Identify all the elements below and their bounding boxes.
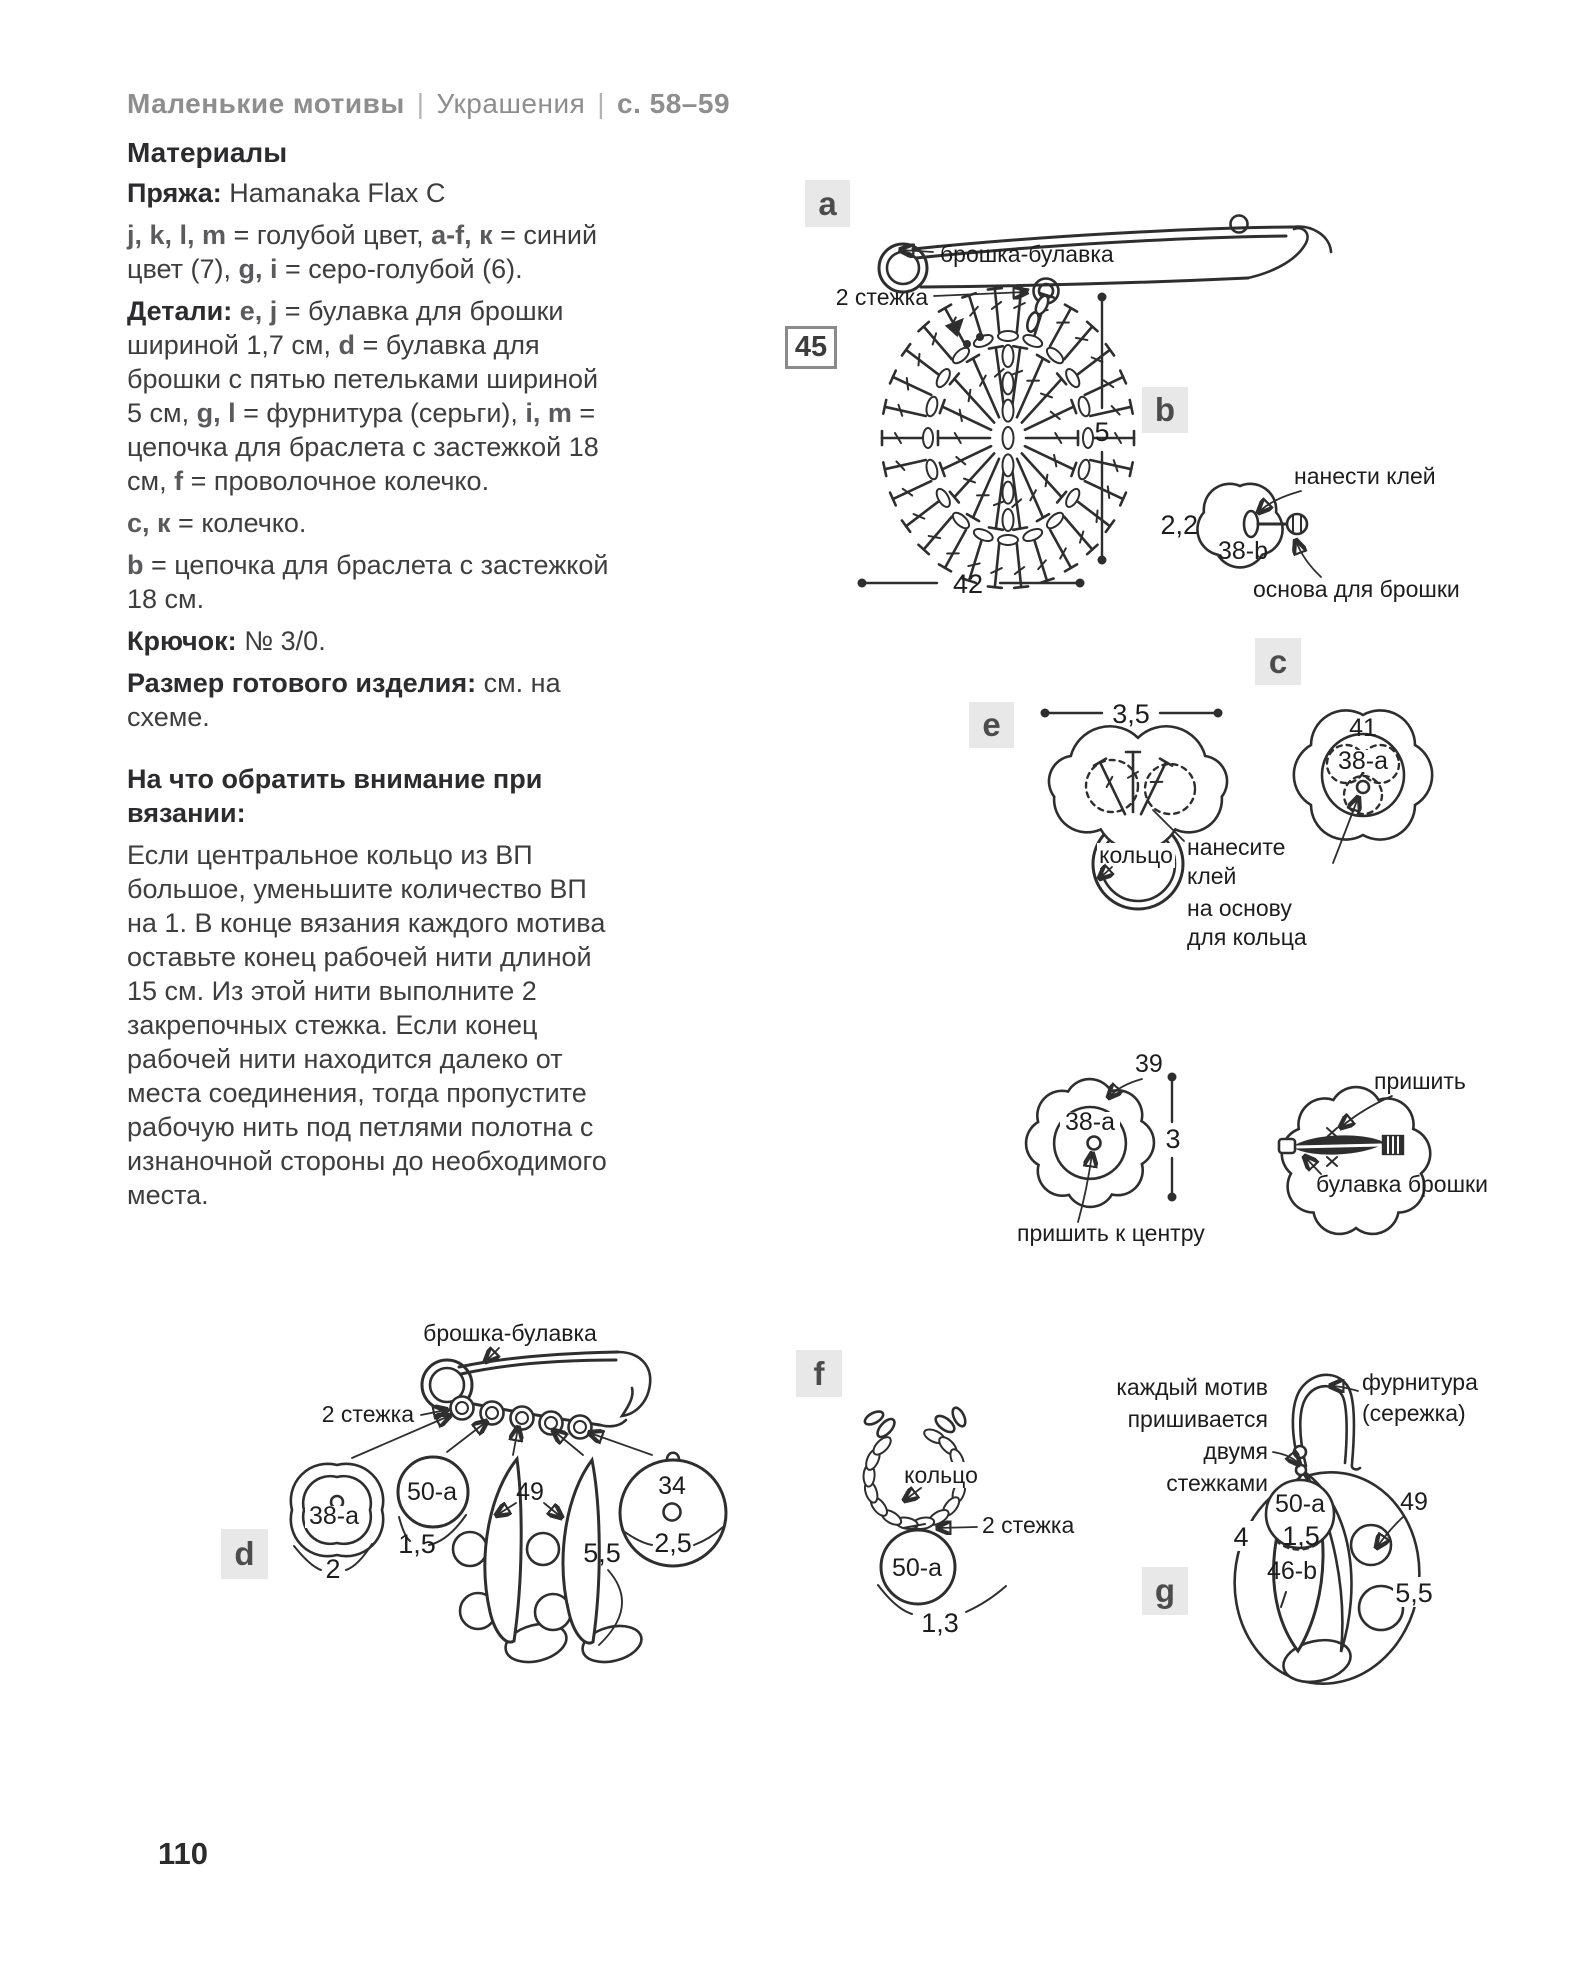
diagram-d-badge: d [221,1529,268,1579]
chart-dot [963,340,971,348]
leaf-motif-number-d: 49 [516,1478,544,1506]
materials-heading: Материалы [127,137,288,168]
sew-label-pf: пришить [1374,1068,1466,1094]
page-number: 110 [158,1836,209,1871]
diagram-g-badge: g [1142,1567,1188,1615]
leaf-motif-d1 [453,1459,570,1668]
materials-size: Размер готового изделия: см. на схеме. [127,668,561,732]
ball-size-d: 2,5 [654,1528,692,1558]
stitches-label-d: 2 стежка [321,1401,414,1427]
glue-note-e-1: нанесите [1187,834,1286,860]
hardware-label-g-2: (сережка) [1362,1400,1466,1426]
outer-motif-39: 39 [1135,1050,1163,1078]
leaf-motif-number-g: 46-b [1266,1557,1318,1585]
stitches-arrow-a [934,292,1026,296]
breadcrumb-separator: | [416,88,425,119]
materials-details: Детали: e, j = булавка для брошки шириной 1,7 см, d = булавка для брошки с пятью петельками шириной 5 см, g, l = фурнитура (серьги), i, m = цепочка для браслета с застежкой 18 см, f = проволочное колечко. [127,296,599,496]
circle-motif-number-f: 50-a [891,1554,943,1582]
diameter-b: 2,2 [1160,510,1198,540]
stitches-label-f: 2 стежка [982,1512,1075,1538]
pin-flower-cloud [1282,1087,1430,1234]
glue-label-b: нанести клей [1294,463,1436,489]
ring-label-e: кольцо [1099,842,1173,868]
hardware-label-g-1: фурнитура [1362,1369,1478,1395]
leaf-small-number-g: 49 [1400,1488,1428,1516]
earring-hook-g [1293,1375,1360,1475]
note-g-4: стежками [1166,1470,1268,1496]
motif-number-b: 38-b [1217,537,1269,565]
leaf-size-d: 5,5 [583,1538,621,1568]
chart-dot [976,333,984,341]
note-g-3: двумя [1203,1438,1268,1464]
circle-size-f: 1,3 [921,1608,959,1638]
breadcrumb-title: Маленькие мотивы [127,88,405,119]
motif-arrow-d5 [590,1433,652,1455]
materials-bracelet: b = цепочка для браслета с застежкой 18 см. [127,550,609,614]
pin-label-pf: булавка брошки [1316,1171,1488,1197]
note-body: Если центральное кольцо из ВП большое, уменьшите количество ВП на 1. В конце вязания каждого мотива оставьте конец рабочей нити длиной 15 см. Из этой нити выполните 2 закрепочных стежка. Если конец рабочей нити находится далеко от места соединения, тогда пропустите рабочую нить под петлями полотна с изнаночной стороны до необходимого места. [127,840,607,1210]
connector-chain [1025,311,1041,333]
note-heading: На что обратить внимание при вязании: [127,764,543,828]
motif-arrow-d2 [447,1422,486,1452]
center-hole-39 [1088,1137,1101,1150]
outer-motif-c: 41 [1349,714,1377,742]
height-dim-a: 5 [1094,417,1110,447]
brooch-pin-d-illustration [422,1352,650,1439]
glue-note-e-3: на основу [1187,895,1292,921]
base-arrow-b [1296,541,1321,577]
motif-arrow-d3 [513,1428,518,1455]
materials-colors: j, k, l, m = голубой цвет, a-f, к = синий цвет (7), g, i = серо-голубой (6). [127,220,598,284]
breadcrumb-pages: с. 58–59 [617,88,731,119]
sew-label-39: пришить к центру [1017,1220,1205,1246]
width-dim-a: 42 [952,569,984,599]
glue-note-e-4: для кольца [1187,924,1307,950]
note-g-2: пришивается [1127,1406,1268,1432]
breadcrumb-section: Украшения [436,88,586,119]
pin-label-d: брошка-булавка [423,1320,597,1346]
ball-motif-number-d: 34 [658,1472,686,1500]
diagram-e-badge: e [969,702,1014,748]
chart-number-box: 45 [785,326,837,369]
flower-c-center-hole [1357,781,1369,793]
diagram-b-badge: b [1142,387,1188,433]
diagram-c-badge: c [1255,638,1301,685]
flower-motif-number-d: 38-a [308,1502,360,1530]
width-dim-g: 4 [1233,1522,1249,1552]
height-dim-g: 5,5 [1395,1578,1433,1608]
breadcrumb-separator: | [597,88,606,119]
glue-note-e-2: клей [1187,863,1237,889]
diagram-f-badge: f [796,1350,842,1397]
circle-size-d: 1,5 [398,1529,436,1559]
base-label-b: основа для брошки [1253,576,1460,602]
height-dim-39: 3 [1165,1124,1181,1154]
circle-motif-number-g: 50-a [1274,1490,1326,1518]
ring-label-f: кольцо [904,1462,978,1488]
flower-size-d: 2 [325,1554,341,1584]
pin-label-a: брошка-булавка [940,241,1114,267]
circle-motif-number-d: 50-a [406,1478,458,1506]
inner-motif-c: 38-a [1337,747,1389,775]
materials-yarn: Пряжа: Hamanaka Flax C [127,178,446,208]
note-g-1: каждый мотив [1116,1374,1268,1400]
inner-motif-39: 38-a [1064,1108,1116,1136]
materials-hook: Крючок: № 3/0. [127,626,326,656]
stitches-label-a: 2 стежка [835,284,928,310]
circle-size-g: 1,5 [1282,1521,1320,1551]
diagram-a-badge: a [805,180,850,227]
wire-ring-f-tails [863,1406,968,1440]
materials-ring: c, к = колечко. [127,508,307,538]
width-dim-e: 3,5 [1112,699,1150,729]
